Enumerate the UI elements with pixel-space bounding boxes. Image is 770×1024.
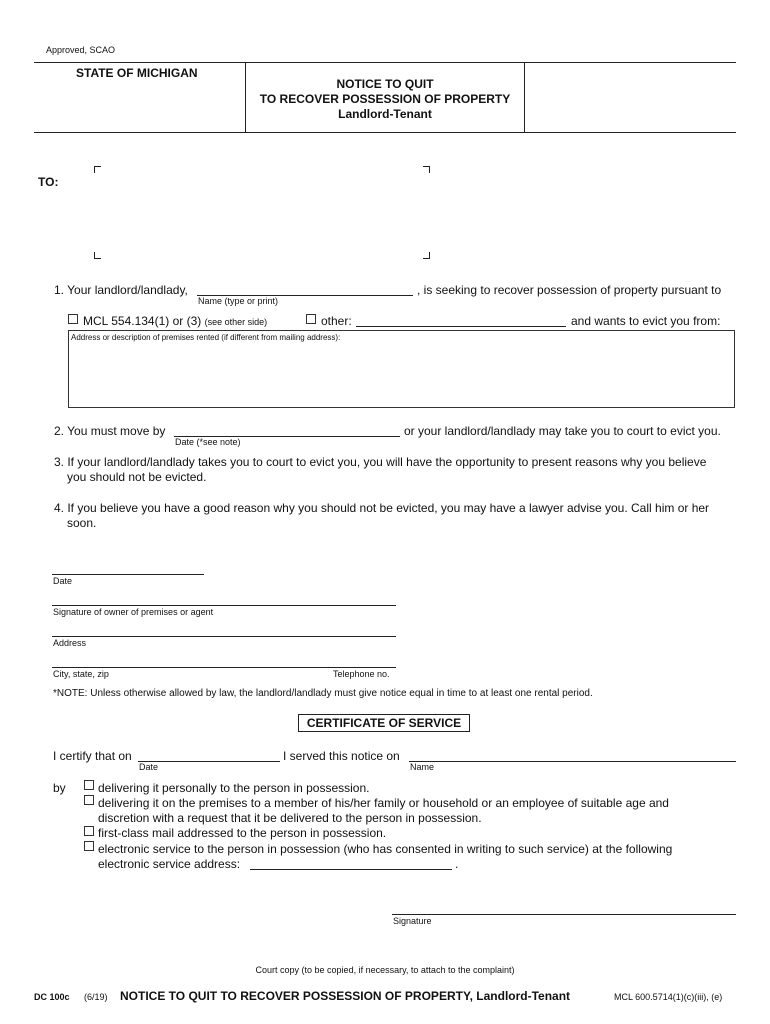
address-window-corner-bl [94, 252, 101, 259]
mcl-checkbox[interactable] [68, 314, 78, 324]
item3-line1: 3. If your landlord/landlady takes you to court to evict you, you will have the opportunity to present reasons why you believe [54, 455, 707, 469]
premises-delivery-checkbox[interactable] [84, 795, 94, 805]
electronic-service-line1: electronic service to the person in possession (who has consented in writing to such service) at the following [98, 842, 673, 856]
city-caption: City, state, zip [53, 669, 109, 679]
other-checkbox[interactable] [306, 314, 316, 324]
to-label: TO: [38, 175, 59, 189]
item2-prefix: 2. You must move by [54, 424, 166, 438]
certify-prefix: I certify that on [53, 749, 132, 763]
address-window-corner-tr [423, 166, 430, 173]
mcl-option-label [83, 314, 267, 328]
form-title-line3: Landlord-Tenant [338, 107, 432, 121]
service-date-caption: Date [139, 762, 159, 772]
mcl-option-text: MCL 554.134(1) or (3) [83, 314, 202, 328]
electronic-service-line2: electronic service address: [98, 857, 241, 871]
item2-suffix: or your landlord/landlady may take you to court to evict you. [404, 424, 721, 438]
header-top-rule [34, 62, 736, 63]
premises-address-field[interactable] [68, 330, 735, 408]
address-window-corner-tl [94, 166, 101, 173]
mail-checkbox[interactable] [84, 826, 94, 836]
item3-text [54, 455, 706, 485]
served-text: I served this notice on [283, 749, 400, 763]
move-date-caption: Date (*see note) [175, 437, 241, 447]
served-person-field[interactable] [409, 761, 736, 762]
served-person-caption: Name [410, 762, 435, 772]
owner-signature-caption: Signature of owner of premises or agent [53, 607, 214, 617]
service-date-field[interactable] [138, 761, 280, 762]
other-basis-field[interactable] [356, 326, 566, 327]
server-signature-caption: Signature [393, 916, 432, 926]
electronic-service-label [98, 842, 672, 872]
court-copy-note: Court copy (to be copied, if necessary, to attach to the complaint) [255, 965, 515, 975]
date-field[interactable] [52, 574, 204, 575]
electronic-address-field[interactable] [250, 869, 452, 870]
form-title [245, 77, 525, 122]
premises-delivery-line1: delivering it on the premises to a member of his/her family or household or an employee of suitable age and [98, 796, 669, 810]
by-label: by [53, 781, 66, 795]
mcl-option-note: (see other side) [204, 317, 268, 327]
premises-delivery-line2: discretion with a request that it be delivered to the person in possession. [98, 811, 482, 825]
approval-note: Approved, SCAO [46, 45, 116, 55]
footer-mcl: MCL 600.5714(1)(c)(iii), (e) [614, 992, 723, 1002]
telephone-caption: Telephone no. [333, 669, 390, 679]
premises-address-caption: Address or description of premises rented (if different from mailing address): [71, 333, 341, 342]
owner-address-caption: Address [53, 638, 87, 648]
form-revision: (6/19) [84, 992, 108, 1002]
certificate-title: CERTIFICATE OF SERVICE [298, 714, 470, 732]
owner-address-field[interactable] [52, 636, 396, 637]
landlord-name-caption: Name (type or print) [198, 296, 279, 306]
form-title-line1: NOTICE TO QUIT [336, 77, 434, 91]
personal-delivery-checkbox[interactable] [84, 780, 94, 790]
other-option-label: other: [321, 314, 352, 328]
footer-title: NOTICE TO QUIT TO RECOVER POSSESSION OF PROPERTY, Landlord-Tenant [120, 989, 571, 1003]
city-telephone-field[interactable] [52, 667, 396, 668]
mail-label: first-class mail addressed to the person in possession. [98, 826, 387, 840]
personal-delivery-label: delivering it personally to the person in possession. [98, 781, 370, 795]
address-window-corner-br [423, 252, 430, 259]
electronic-service-checkbox[interactable] [84, 841, 94, 851]
form-id: DC 100c [34, 992, 70, 1002]
item4-line1: 4. If you believe you have a good reason why you should not be evicted, you may have a lawyer advise you. Call him or her [54, 501, 710, 515]
rental-period-note: *NOTE: Unless otherwise allowed by law, the landlord/landlady must give notice equal in time to at least one rental period. [53, 688, 593, 699]
item3-line2: you should not be evicted. [67, 470, 207, 484]
form-title-line2: TO RECOVER POSSESSION OF PROPERTY [259, 92, 511, 106]
premises-delivery-label [98, 796, 669, 826]
header-bottom-rule [34, 132, 736, 133]
evict-text: and wants to evict you from: [571, 314, 721, 328]
item1-suffix: , is seeking to recover possession of property pursuant to [417, 283, 722, 297]
item1-prefix: 1. Your landlord/landlady, [54, 283, 188, 297]
item4-line2: soon. [67, 516, 97, 530]
electronic-address-period: . [455, 857, 459, 871]
state-name: STATE OF MICHIGAN [76, 66, 198, 80]
server-signature-field[interactable] [392, 914, 736, 915]
date-caption: Date [53, 576, 73, 586]
item4-text [54, 501, 709, 531]
owner-signature-field[interactable] [52, 605, 396, 606]
